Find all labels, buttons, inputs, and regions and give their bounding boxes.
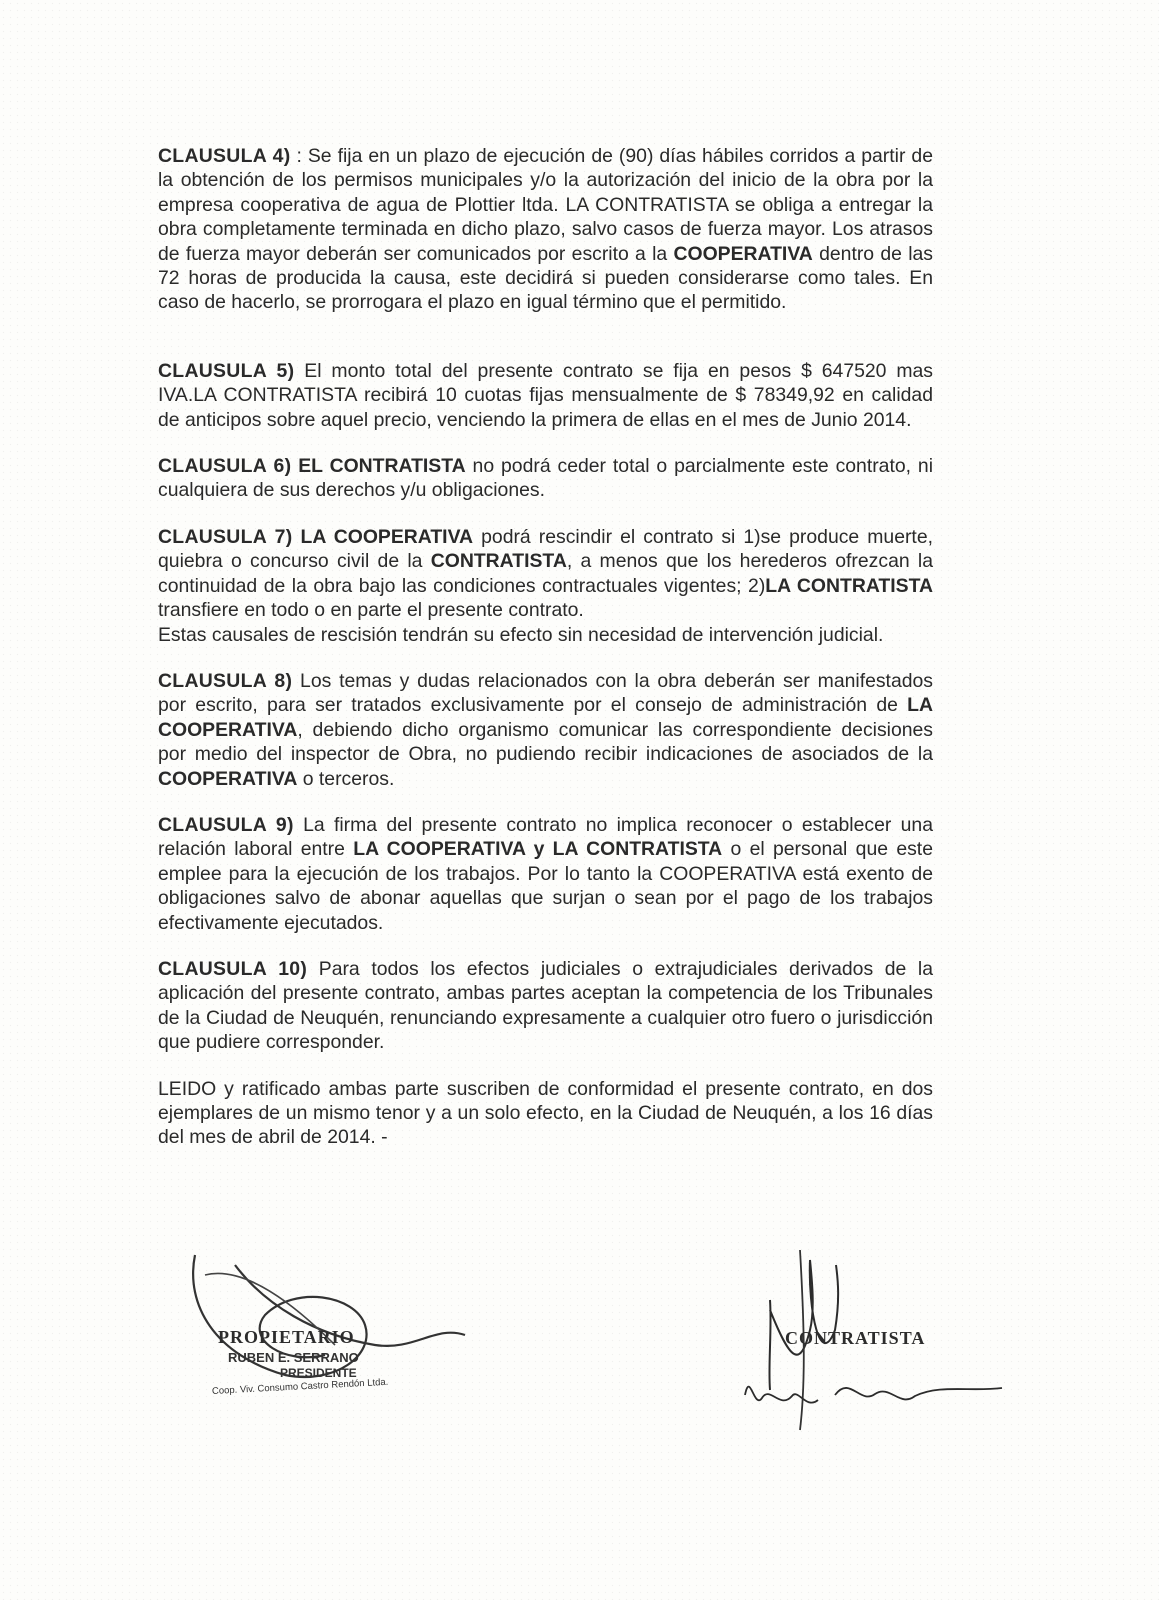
clause-8-text-2: , debiendo dicho organismo comunicar las correspondiente decisiones por medio del inspector de Obra, no pudiendo recibir indicaciones de asociados de la [158,718,933,766]
contractor-signature-icon [740,1170,1020,1430]
clause-8-bold-la-cooperativa: LA COOPERATIVA [158,694,933,741]
closing-text: LEIDO y ratificado ambas parte suscriben de conformidad el presente contrato, en dos ejemplares de un mismo tenor y a un solo efecto, en la Ciudad de Neuquén, a los 16 días del mes de abril de 2014. - [158,1077,933,1149]
clause-8-heading: CLAUSULA 8) [158,669,293,692]
clause-5 [158,359,933,432]
clause-8-bold-cooperativa: COOPERATIVA [158,767,298,790]
clause-8-text-3: o terceros. [297,767,395,790]
clause-7-text-4: Estas causales de rescisión tendrán su efecto sin necesidad de intervención judicial. [158,623,884,646]
clause-7-text-3: transfiere en todo o en parte el presente contrato. [158,599,584,622]
clause-7-bold-la-contratista: LA CONTRATISTA [765,574,933,597]
clause-4 [158,144,933,315]
clause-9-text: La firma del presente contrato no implica reconocer o establecer una relación laboral entre [158,813,933,861]
clause-6-bold-contratista: EL CONTRATISTA [291,455,466,478]
clause-7-text-2: , a menos que los herederos ofrezcan la continuidad de la obra bajo las condiciones contractuales vigentes; 2) [158,550,933,597]
clause-8 [158,669,933,791]
clause-4-text: : Se fija en un plazo de ejecución de (90) días hábiles corridos a partir de la obtención de los permisos municipales y/o la autorización del inicio de la obra por la empresa cooperativa de agua de Plottier ltda. LA CONTRATISTA se obliga a entregar la obra completamente terminada en dicho plazo, salvo casos de fuerza mayor. Los atrasos de fuerza mayor deberán ser comunicados por escrito a la [158,145,933,265]
clause-5-text: El monto total del presente contrato se fija en pesos $ 647520 mas IVA.LA CONTRATISTA recibirá 10 cuotas fijas mensualmente de $ 78349,92 en calidad de anticipos sobre aquel precio, venciendo la primera de ellas en el mes de Junio 2014. [158,359,933,431]
stamp-role: PRESIDENTE [280,1366,357,1380]
stamp-organization: Coop. Viv. Consumo Castro Rendón Ltda. [211,1376,389,1397]
clause-10 [158,957,933,1055]
owner-label: PROPIETARIO [218,1327,355,1347]
clause-9-text-2: o el personal que este emplee para la ejecución de los trabajos. Por lo tanto la COOPERATIVA está exento de obligaciones salvo de abonar aquellas que surjan o sean por el pago de los trabajos efectivamente ejecutados. [158,838,933,934]
clause-8-text: Los temas y dudas relacionados con la obra deberán ser manifestados por escrito, para ser tratados exclusivamente por el consejo de administración de [158,669,933,717]
clause-7-heading: CLAUSULA 7) [158,525,293,548]
clause-4-bold-cooperativa: COOPERATIVA [673,242,813,265]
clause-7 [158,525,933,647]
clause-6 [158,454,933,503]
clause-9-heading: CLAUSULA 9) [158,813,294,836]
stamp-name: RUBEN E. SERRANO [228,1350,359,1365]
contractor-label: CONTRATISTA [785,1328,926,1348]
clause-6-text: no podrá ceder total o parcialmente este contrato, ni cualquiera de sus derechos y/u obligaciones. [158,455,933,502]
closing-paragraph [158,1077,933,1150]
clause-7-text: podrá rescindir el contrato si 1)se produce muerte, quiebra o concurso civil de la [158,525,933,573]
clause-9 [158,813,933,935]
clause-10-heading: CLAUSULA 10) [158,957,308,980]
clause-7-bold-cooperativa: LA COOPERATIVA [292,525,474,548]
clause-4-heading: CLAUSULA 4) [158,145,291,167]
contract-body [158,144,933,1150]
clause-5-heading: CLAUSULA 5) [158,359,295,382]
clause-4-text-2: dentro de las 72 horas de producida la causa, este decidirá si pueden considerarse como tales. En caso de hacerlo, se prorrogara el plazo en igual término que el permitido. [158,242,933,314]
clause-7-bold-contratista: CONTRATISTA [430,550,567,573]
clause-10-text: Para todos los efectos judiciales o extrajudiciales derivados de la aplicación del presente contrato, ambas partes aceptan la competencia de los Tribunales de la Ciudad de Neuquén, renunciando expresamente a cualquier otro fuero o jurisdicción que pudiere corresponder. [158,957,933,1054]
clause-9-bold-parties: LA COOPERATIVA y LA CONTRATISTA [353,838,723,861]
clause-6-heading: CLAUSULA 6) [158,455,292,478]
